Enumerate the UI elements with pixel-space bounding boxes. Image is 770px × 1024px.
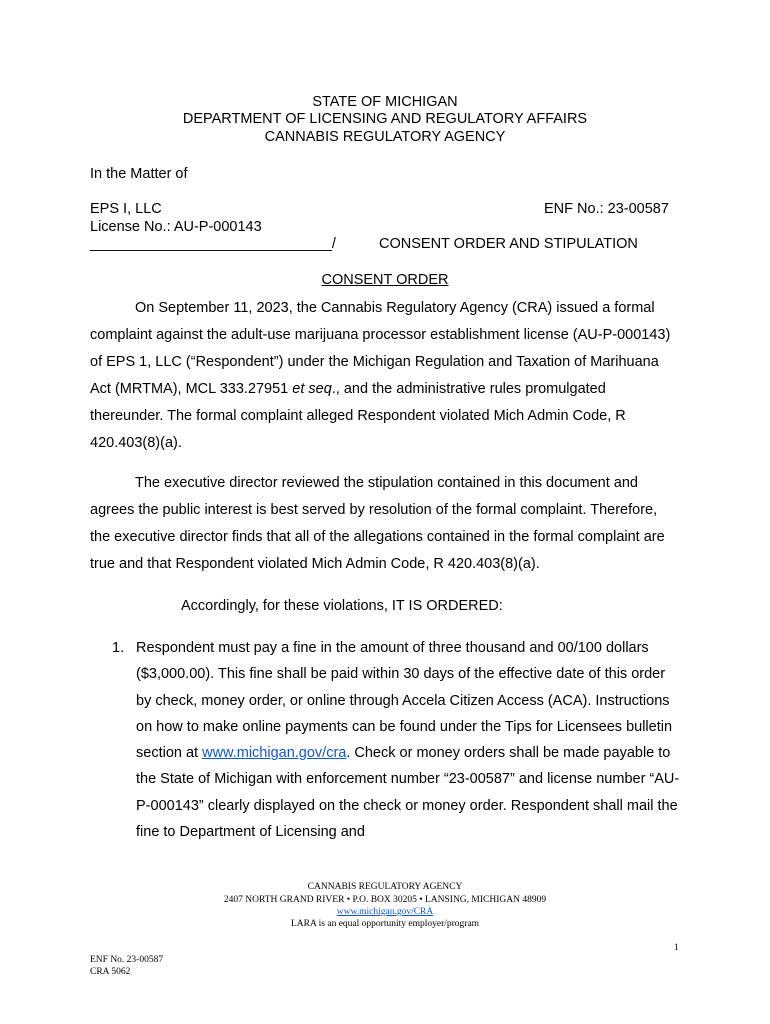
cra-website-link[interactable]: www.michigan.gov/cra	[202, 745, 347, 762]
order-item-1	[90, 635, 680, 845]
order-item-text-end: . Check or money orders shall be made payable to the State of Michigan with enforcement number “23-00587” and license number “AU-P-000143” clearly displayed on the check or money order. Respondent shall mail the fine to Department of Licensing and	[136, 745, 680, 841]
footer-url	[0, 906, 770, 918]
order-item-text: Respondent must pay a fine in the amount of three thousand and 00/100 dollars ($3,000.00). This fine shall be paid within 30 days of the effective date of this order by check, money order, or online through Accela Citizen Access (ACA). Instructions on how to make online payments can be found under the Tips for Licensees bulletin section at	[136, 640, 673, 762]
footer-url-link[interactable]: www.michigan.gov/CRA	[336, 907, 434, 917]
footer-eeo: LARA is an equal opportunity employer/program	[290, 919, 480, 929]
license-number: License No.: AU-P-000143	[90, 219, 262, 235]
paragraph-complaint	[90, 295, 680, 457]
enf-id-footer: ENF No. 23-00587	[90, 955, 164, 965]
header-department: DEPARTMENT OF LICENSING AND REGULATORY AFFAIRS	[182, 111, 588, 127]
ordered-statement: Accordingly, for these violations, IT IS ORDERED:	[181, 598, 503, 614]
header-state: STATE OF MICHIGAN	[312, 94, 458, 110]
party-name: EPS I, LLC	[90, 201, 162, 217]
page-number: 1	[674, 943, 679, 953]
paragraph-complaint-text-end: ., and the administrative rules promulgated thereunder. The formal complaint alleged Respondent violated Mich Admin Code, R 420.403(8)(a).	[90, 381, 626, 451]
matter-label: In the Matter of	[90, 166, 188, 182]
document-type: CONSENT ORDER AND STIPULATION	[379, 236, 638, 252]
footer-agency: CANNABIS REGULATORY AGENCY	[307, 882, 463, 892]
order-item-body	[136, 635, 680, 845]
caption-rule: ______________________________/	[90, 236, 336, 252]
enf-number: ENF No.: 23-00587	[544, 201, 669, 217]
paragraph-findings: The executive director reviewed the stipulation contained in this document and agrees the public interest is best served by resolution of the formal complaint. Therefore, the executive director finds that all of the allegations contained in the formal complaint are true and that Respondent violated Mich Admin Code, R 420.403(8)(a).	[90, 475, 665, 572]
document-title: CONSENT ORDER	[321, 272, 449, 288]
footer-address: 2407 NORTH GRAND RIVER • P.O. BOX 30205 • LANSING, MICHIGAN 48909	[223, 895, 547, 905]
et-seq-text: et seq	[292, 381, 332, 397]
paragraph-complaint-text: On September 11, 2023, the Cannabis Regulatory Agency (CRA) issued a formal complaint against the adult-use marijuana processor establishment license (AU-P-000143) of EPS 1, LLC (“Respondent”) under the Michigan Regulation and Taxation of Marihuana Act (MRTMA), MCL 333.27951	[90, 300, 671, 397]
order-item-number: 1.	[112, 640, 125, 656]
header-agency: CANNABIS REGULATORY AGENCY	[264, 129, 506, 145]
form-id-footer: CRA 5062	[90, 967, 131, 977]
